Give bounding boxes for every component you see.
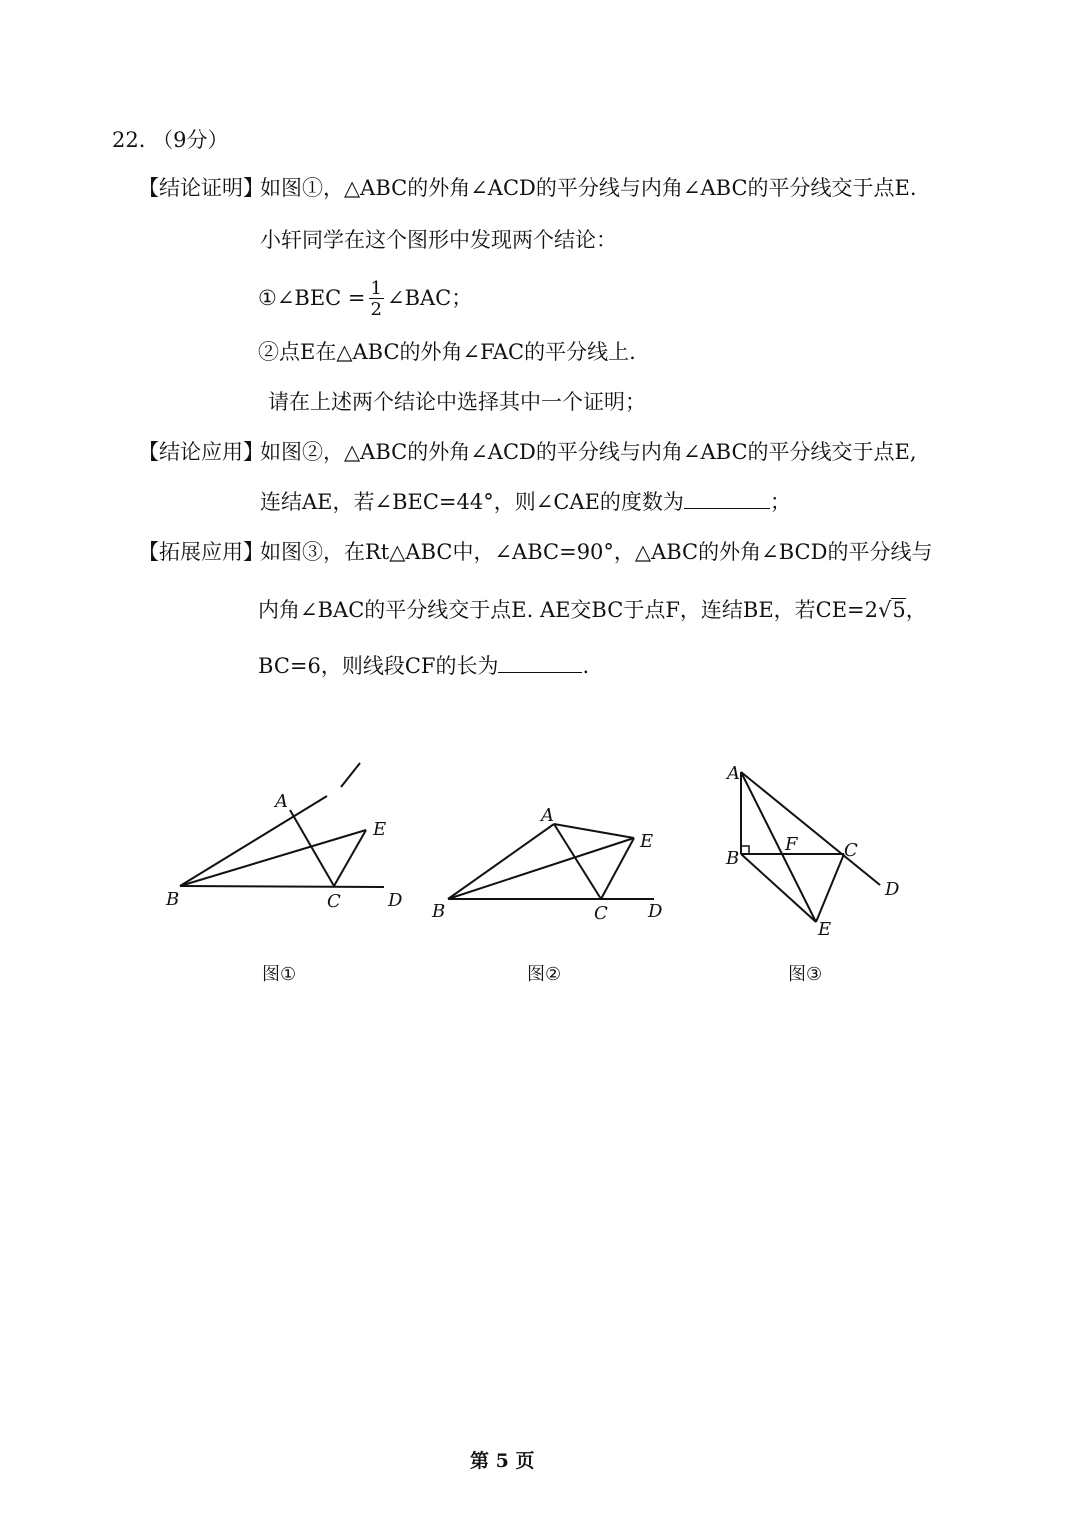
line-ae: [554, 824, 634, 838]
question-header: [112, 126, 228, 154]
label-e: E: [373, 819, 387, 840]
part1-conclusion1: [258, 280, 472, 319]
conclusion1-suffix: ∠BAC；: [386, 286, 473, 310]
figure-1-caption: 图①: [262, 964, 297, 985]
line-ba-extended: [180, 796, 327, 886]
sqrt-sign: √: [878, 598, 892, 622]
label-a: A: [727, 763, 740, 784]
label-d: D: [388, 890, 403, 911]
part3-line2-end: ，: [905, 598, 927, 622]
part2-question-text: 连结AE，若∠BEC=44°，则∠CAE的度数为: [260, 490, 684, 514]
page-number: 第 5 页: [470, 1450, 535, 1472]
conclusion1-prefix: ①∠BEC =: [258, 286, 366, 310]
line-ba-ray-tip: [341, 763, 360, 787]
label-e: E: [640, 831, 654, 852]
fraction-denominator: 2: [370, 299, 382, 320]
part3-line2-text: 内角∠BAC的平分线交于点E. AE交BC于点F，连结BE，若CE=2: [258, 598, 879, 622]
part3-question-text: BC=6，则线段CF的长为: [258, 654, 499, 678]
label-a: A: [541, 805, 554, 826]
part2-line2-end: ；: [769, 490, 791, 514]
fraction-one-half: [369, 280, 384, 319]
part1-line1: 如图①，△ABC的外角∠ACD的平分线与内角∠ABC的平分线交于点E.: [260, 176, 917, 200]
part3-line3: [258, 652, 589, 680]
line-ad: [741, 772, 880, 885]
fraction-numerator: 1: [370, 278, 382, 299]
part1-conclusion2: ②点E在△ABC的外角∠FAC的平分线上.: [258, 340, 636, 364]
line-bc-extended: [180, 886, 384, 887]
part3-line2: [258, 596, 927, 624]
label-f: F: [785, 834, 798, 855]
label-b: B: [432, 901, 446, 922]
line-ae: [741, 772, 816, 922]
answer-blank-2[interactable]: [498, 652, 582, 673]
sqrt-radicand: 5: [892, 598, 906, 622]
part2-line1: 如图②，△ABC的外角∠ACD的平分线与内角∠ABC的平分线交于点E,: [260, 440, 917, 464]
figure-3-caption: 图③: [788, 964, 823, 985]
part3-line3-end: .: [582, 654, 590, 678]
label-e: E: [818, 919, 832, 940]
label-d: D: [648, 901, 663, 922]
line-ba: [448, 824, 554, 899]
answer-blank-1[interactable]: [684, 488, 770, 509]
part1-tag: 【结论证明】: [138, 176, 264, 200]
part1-instruction: 请在上述两个结论中选择其中一个证明；: [268, 390, 646, 414]
part2-line2: [260, 488, 791, 516]
label-c: C: [594, 903, 608, 924]
label-d: D: [885, 879, 900, 900]
line-ac: [290, 810, 334, 886]
figure-1: [150, 750, 420, 920]
question-number: 22.: [112, 128, 146, 152]
part3-tag: 【拓展应用】: [138, 540, 264, 564]
right-angle-mark: [741, 846, 749, 854]
label-b: B: [726, 848, 740, 869]
question-score: （9分）: [152, 128, 229, 152]
figure-2: [420, 795, 680, 930]
label-c: C: [844, 840, 858, 861]
part1-line2: 小轩同学在这个图形中发现两个结论：: [260, 228, 617, 252]
line-ce: [816, 854, 844, 922]
part3-line1: 如图③，在Rt△ABC中，∠ABC=90°，△ABC的外角∠BCD的平分线与: [260, 540, 933, 564]
label-b: B: [166, 889, 180, 910]
label-a: A: [275, 791, 288, 812]
figure-3: [720, 755, 920, 945]
figure-2-caption: 图②: [527, 964, 562, 985]
line-be: [741, 854, 816, 922]
part2-tag: 【结论应用】: [138, 440, 264, 464]
label-c: C: [327, 891, 341, 912]
